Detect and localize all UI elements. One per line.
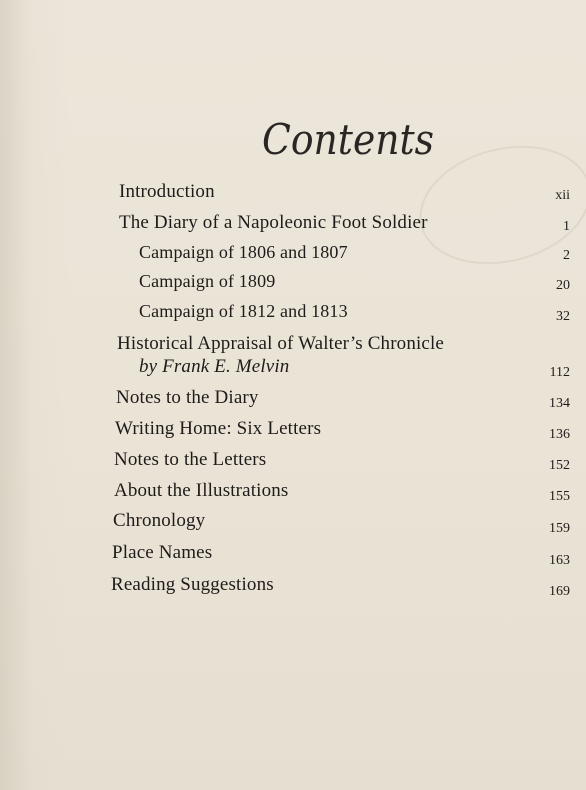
toc-page-number: xii (555, 188, 570, 203)
toc-page-number: 112 (549, 365, 570, 380)
toc-title: Campaign of 1812 and 1813 (139, 301, 348, 321)
toc-page-number: 2 (563, 248, 570, 263)
toc-title: Reading Suggestions (111, 574, 274, 595)
toc-title: Notes to the Letters (114, 449, 267, 470)
toc-title: Place Names (112, 542, 213, 563)
toc-page-number: 155 (549, 489, 570, 504)
toc-subtitle: by Frank E. Melvin (139, 356, 290, 377)
spine-shadow (0, 0, 70, 790)
toc-title: Historical Appraisal of Walter’s Chronicle (117, 333, 444, 354)
toc-title: Chronology (113, 510, 206, 531)
toc-title: Campaign of 1809 (139, 271, 276, 291)
toc-page-number: 32 (556, 309, 570, 324)
toc-title: Writing Home: Six Letters (115, 418, 322, 439)
contents-heading (262, 96, 442, 176)
toc-title: The Diary of a Napoleonic Foot Soldier (119, 212, 428, 233)
toc-page-number: 163 (549, 553, 570, 568)
toc-page-number: 152 (549, 458, 570, 473)
toc-page-number: 134 (549, 396, 570, 411)
toc-page-number: 20 (556, 278, 570, 293)
toc-page-number: 136 (549, 427, 570, 442)
toc-title: About the Illustrations (114, 480, 289, 501)
toc-title: Campaign of 1806 and 1807 (139, 242, 348, 262)
toc-page-number: 169 (549, 584, 570, 599)
contents-heading-text: Contents (262, 115, 434, 164)
toc-title: Notes to the Diary (116, 387, 259, 408)
toc-page-number: 159 (549, 521, 570, 536)
toc-title: Introduction (119, 181, 215, 202)
toc-page-number: 1 (563, 219, 570, 234)
